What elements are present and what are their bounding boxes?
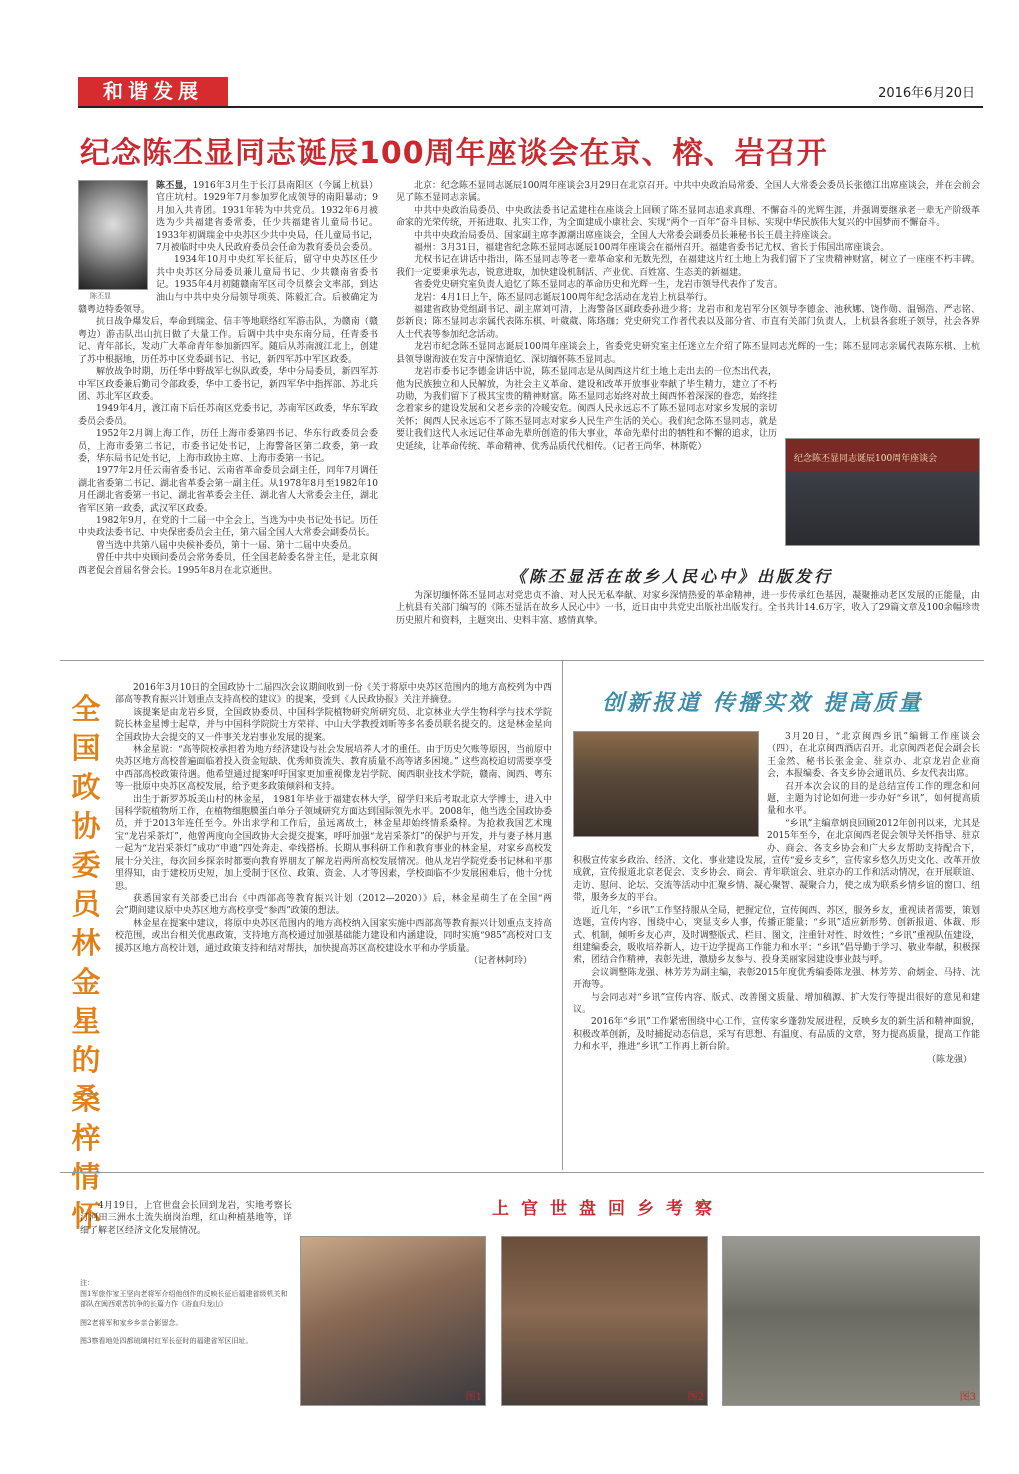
- section-tag: 和谐发展: [78, 77, 228, 106]
- bio-paragraph: 1916年3月生于长汀县南阳区（今属上杭县）官庄坑村。1929年7月参加罗化成领导的南阳暴动；9月加入共青团。1931年转为中共党员。1932年6月被选为少共福建省委常委，任少共福建省儿童局书记。1933年初调瑞金中央苏区少共中央局，任儿童局书记，7月被临时中央人民政府委员会任命为教育委员会委员。: [156, 181, 378, 254]
- portrait-caption: 陈丕显: [90, 292, 111, 300]
- bio-paragraph: 1982年9月，在党的十二届一中全会上，当选为中央书记处书记。历任中央政法委书记、中央保密委员会主任，第六届全国人大常委会副委员长。: [78, 515, 378, 539]
- divider: [562, 660, 563, 1170]
- photo-label: 图3: [959, 1392, 976, 1403]
- bio-paragraph: 抗日战争爆发后，奉命到瑞金、信丰等地联络红军游击队，为赣南（赣粤边）游击队出山抗日做了大量工作。后调中共中央东南分局，任青委书记、青年部长，发动广大革命青年参加新四军。随后从苏南渡江北上，创建了苏中根据地，历任苏中区党委副书记、书记，新四军苏中军区政委。: [78, 317, 378, 365]
- bio-paragraph: 解放战争时期，历任华中野战军七纵队政委，华中分局委员，新四军苏中军区政委兼后勤司令部政委，华中工委书记，新四军华中指挥部、苏北兵团、苏北军区政委。: [78, 367, 378, 402]
- issue-date: 2016年6月20日: [878, 86, 975, 101]
- visit-photo-2: [501, 1236, 708, 1406]
- visit-photo-1: [300, 1236, 486, 1406]
- book-title: 《陈丕显活在故乡人民心中》出版发行: [510, 567, 834, 586]
- note-item: 图2老将军和家乡乡亲合影留念。: [80, 1318, 183, 1327]
- cppcc-paragraph: 该提案是由龙岩乡贤，全国政协委员、中国科学院植物研究所研究员、北京林业大学生物科学与技术学院院长林金星博士起草，并与中国科学院院士方荣祥、中山大学教授刘昕等多名委员联名提交的。这是林金星向全国政协大会提交的又一件事关龙岩事业发展的提案。: [115, 707, 552, 743]
- shangguan-intro: [80, 1200, 292, 1270]
- report-paragraph: 尤权书记在讲话中指出，陈丕显同志等老一辈革命家和无数先烈，在福建这片红土地上为我们留下了宝贵精神财富，树立了一座座不朽丰碑。我们一定要秉承先志，锐意进取，加快建设机制活、产业优、百姓富、生态美的新福建。: [396, 255, 980, 278]
- innovation-paragraph: 近几年，“乡讯”工作坚持服从全局，把握定位，宣传闽西、苏区，服务乡友，重视读者需要，策划选题，宣传内容、围绕中心，突显支乡人事，传播正能量；“乡讯”适应新形势、创新报道、体裁、形式、机制，倾听乡友心声，及时调整版式、栏目、图文，注重针对性、时效性；“乡讯”重视队伍建设，组建编委会，吸收培养新人，边干边学提高工作能力和水平；“乡讯”倡导勤于学习、敬业奉献，积极探索，团结合作精神，表彰先进，激励乡友参与、投身美丽家园建设事业鼓与呼。: [573, 905, 980, 966]
- innovation-title: 创新报道 传播实效 提高质量: [602, 691, 924, 716]
- bio-paragraph: 1934年10月中央红军长征后，留守中央苏区任少共中央苏区分局委员兼儿童局书记、少共赣南省委书记。1935年4月初随赣南军区司令员蔡会文率部，到达油山与中共中央分局领导项英、陈毅汇合。后被确定为赣粤边特委领导。: [78, 255, 378, 316]
- bio-paragraph: 1949年4月，渡江南下后任苏南区党委书记，苏南军区政委，华东军政委员会委员。: [78, 404, 378, 427]
- visit-photo-3: [722, 1236, 980, 1406]
- book-paragraph: 为深切缅怀陈丕显同志对党忠贞不渝、对人民无私奉献、对家乡深情热爱的革命精神，进一步传承红色基因，凝聚推动老区发展的正能量，由上杭县有关部门编写的《陈丕显活在故乡人民心中》一书，近日由中共党史出版社出版发行。全书共计14.6万字，收入了29篇文章及100余幅珍贵历史照片和资料，主题突出、史料丰富、感情真挚。: [396, 591, 980, 626]
- photo-notes: [80, 1278, 292, 1408]
- innovation-paragraph: 与会同志对“乡讯”宣传内容、版式、改善图文质量、增加稿源、扩大发行等提出很好的意见和建议。: [573, 992, 980, 1015]
- book-text: [396, 590, 980, 650]
- innovation-paragraph: 召开本次会议的目的是总结宣传工作的理念和问题，主题为讨论如何进一步办好“乡讯”，如何提高质量和水平。: [767, 781, 980, 817]
- cppcc-vertical-title: 全国政协委员林金星的桑梓情怀: [71, 692, 101, 1233]
- report-paragraph: 中共中央政治局委员、中央政法委书记孟建柱在座谈会上回顾了陈丕显同志追求真理、不懈奋斗的光辉生涯，并强调要继承老一辈无产阶级革命家的光荣传统，开拓进取、扎实工作，为全面建成小康社会、实现“两个一百年”奋斗目标、实现中华民族伟大复兴的中国梦而不懈奋斗。: [396, 205, 980, 229]
- report-paragraph: 省委党史研究室负责人追忆了陈丕显同志的革命历史和光辉一生，龙岩市领导代表作了发言。: [414, 280, 784, 291]
- main-headline: 纪念陈丕显同志诞辰100周年座谈会在京、榕、岩召开: [80, 136, 828, 171]
- cppcc-paragraph: 林金星说：“高等院校承担着为地方经济建设与社会发展培养人才的重任。由于历史欠账等原因，当前原中央苏区地方高校普遍面临着投入资金短缺、优秀师资流失、教育质量不高等诸多困境。” 这些高校迫切需要享受中西部高校政策待遇。他希望通过提案呼吁国家更加重视像龙岩学院、闽西职业技术学院，赣南、闽西、粤东等一批原中央苏区高校发展，给予更多政策倾斜和支持。: [115, 745, 552, 793]
- innovation-text: [573, 731, 980, 1161]
- bio-paragraph: 1952年2月调上海工作，历任上海市委第四书记、华东行政委员会委员，上海市委第二书记，市委书记处书记，上海警备区第二政委，第一政委，华东局书记处书记，上海市政协主席、上海市委第一书记。: [78, 429, 378, 464]
- bio-paragraph: 1977年2月任云南省委书记、云南省革命委员会副主任，同年7月调任湖北省委第二书记、湖北省革委会第一副主任。从1978年8月至1982年10月任湖北省委第一书记、湖北省革委会主任、湖北省人大常委会主任，湖北省军区第一政委，武汉军区政委。: [78, 466, 378, 514]
- report-paragraph: 中共中央政治局委员、国家副主席李源潮出席座谈会，全国人大常委会副委员长兼秘书长王晨主持座谈会。: [414, 230, 838, 241]
- report-paragraph: 福建省政协党组副书记、副主席刘可清，上海警备区副政委孙进少将；龙岩市和龙岩军分区领导李德金、池秋娜、饶作勋、温锡浩、严志铭、彭新良；陈丕显同志亲属代表陈东棋、叶葳葳、陈珞珈；党史研究工作者代表以及部分省、市直有关部门负责人，上杭县各套班子领导，社会各界人士代表等参加纪念活动。: [396, 305, 980, 340]
- note-item: 图1军旅作家王坚向老将军介绍他创作的反映长征后福建省级机关和部队在闽西艰苦抗争的长篇力作《浴血归龙山》: [80, 1289, 288, 1308]
- cppcc-paragraph: 2016年3月10日的全国政协十二届四次会议期间收到一份《关于将原中央苏区范围内的地方高校列为中西部高等教育振兴计划重点支持高校的建议》的提案，受到《人民政协报》关注并摘登。: [115, 683, 552, 706]
- innovation-paragraph: “乡讯”主编章炳良回顾2012年创刊以来，尤其是2015年至今，在北京闽西老促会领导关怀指导、驻京办、商会、各支乡协会和广大乡友帮助支持配合下，积极宣传家乡政治、经济、文化、事业建设发展，宣传“爱乡支乡”，宣传家乡悠久历史文化、改革开放成就，宣传报道北京老促会、支乡协会、商会、青年联谊会、驻京办的工作和活动情况，在开展联谊、走访、慰问、论坛、交流等活动中汇聚乡情、凝心聚智、凝聚合力，使之成为联系乡情乡谊的窗口、纽带，服务乡友的平台。: [573, 818, 980, 904]
- bio-paragraph: 曾任中共中央顾问委员会常务委员，任全国老龄委名誉主任，是北京闽西老促会首届名誉会长。1995年8月在北京逝世。: [78, 553, 378, 576]
- bio-text: [78, 180, 378, 620]
- divider: [60, 1172, 984, 1173]
- report-paragraph: 龙岩市委书记李德金讲话中说，陈丕显同志是从闽西这片红土地上走出去的一位杰出代表，他为民族独立和人民解放，为社会主义革命、建设和改革开放事业奉献了毕生精力，建立了不朽功勋，为我们留下了极其宝贵的精神财富。陈丕显同志始终对故土闽西怀着深深的眷恋，始终挂念着家乡的建设发展和父老乡亲的冷暖安危。闽西人民永远忘不了陈丕显同志对家乡发展的亲切关怀；闽西人民永远忘不了陈丕显同志对家乡人民生产生活的关心。我们纪念陈丕显同志，就是要让我们这代人永远记住革命先辈所创造的伟大事业，革命先辈付出的牺牲和不懈的追求，让历史延续，让革命传统、革命精神、优秀品质代代相传。（记者王尚华、林斯乾）: [396, 367, 777, 452]
- photo-banner: 纪念陈丕显同志诞辰100周年座谈会: [794, 454, 938, 464]
- meeting-photo: [785, 438, 980, 546]
- bio-paragraph: 曾当选中共第八届中央候补委员，第十一届、第十二届中央委员。: [96, 540, 358, 551]
- innovation-paragraph: 2016年“乡讯”工作紧密围绕中心工作，宣传家乡蓬勃发展进程，反映乡友的新生活和精神面貌，积极改革创新，及时捕捉动态信息，采写有思想、有温度、有品质的文章，努力提高质量，提高工作能力和水平，推进“乡讯”工作再上新台阶。: [573, 1017, 980, 1053]
- report-paragraph: 龙岩：4月1日上午，陈丕显同志诞辰100周年纪念活动在龙岩上杭县举行。: [414, 292, 713, 303]
- shangguan-intro-text: 4月19日，上官世盘会长回到龙岩，实地考察长汀河田三洲水土流失崩岗治理，红山种植基地等，详细了解老区经济文化发展情况。: [80, 1201, 292, 1236]
- cppcc-paragraph: 林金星在提案中建议，将原中央苏区范围内的地方高校纳入国家实施中西部高等教育振兴计划重点支持高校范围，或出台相关优惠政策，支持地方高校通过加强基础能力建设和内涵建设，同时实施“985”高校对口支援苏区地方高校计划，通过政策支持和结对帮扶，加快提高苏区高校建设水平和办学质量。: [115, 918, 552, 954]
- cppcc-text: [115, 682, 552, 1162]
- photo-label: 图1: [465, 1392, 482, 1403]
- cppcc-paragraph: 出生于新罗苏坂美山村的林金星， 1981年毕业于福建农林大学，留学归来后考取北京大学博士，进入中国科学院植物所工作，在植物细胞膜蛋白单分子领域研究方面达到国际领先水平。2008年，他当选全国政协委员，并于2013年连任至今。外出求学和工作后，虽远离故土，林金星却始终情系桑梓。为抢救我国艺术瑰宝“龙岩采茶灯”，他曾两度向全国政协大会提交提案，呼吁加强“龙岩采茶灯”的保护与开发，并与妻子林月惠一起为“龙岩采茶灯”成功“申遗”四处奔走、牵线搭桥。长期从事科研工作和教育事业的林金星，对家乡高校发展十分关注，每次回乡探亲时都要向教育界朋友了解龙岩两所高校发展情况。他从龙岩学院党委书记林和平那里得知，由于建校历史短，加上受制于区位、政策、资金、人才等因素，学校面临不少发展困难后，他十分忧思。: [115, 794, 552, 892]
- note-item: 图3察看地处四都琉璃村红军长征时的福建省军区旧址。: [80, 1337, 253, 1345]
- photo-label: 图2: [687, 1392, 704, 1403]
- cppcc-signature: （记者林阿玲）: [468, 955, 532, 966]
- innovation-signature: （陈龙强）: [926, 1054, 972, 1065]
- report-paragraph: 福州：3月31日，福建省纪念陈丕显同志诞辰100周年座谈会在福州召开。福建省委书记尤权、省长于伟国出席座谈会。: [414, 243, 890, 254]
- innovation-paragraph: 3月20日，“北京闽西乡讯”编辑工作座谈会（四），在北京闽西酒店召开。北京闽西老促会副会长王金然、秘书长张金金、驻京办、北京龙岩企业商会，本报编委、各支乡协会通讯员、乡友代表出席。: [767, 732, 980, 780]
- note-heading: 注：: [80, 1279, 94, 1287]
- bio-name: 陈丕显，: [156, 181, 193, 191]
- report-paragraph: 北京：纪念陈丕显同志诞辰100周年座谈会3月29日在北京召开。中共中央政治局常委、全国人大常委会委员长张德江出席座谈会，并在会前会见了陈丕显同志亲属。: [396, 181, 980, 204]
- innovation-paragraph: 会议调整陈龙强、林芳芳为副主编，表彰2015年度优秀编委陈龙强、林芳芳、俞炳金、马持、沈开海等。: [573, 967, 980, 991]
- divider: [60, 660, 984, 661]
- shangguan-title: 上官世盘回乡考察: [492, 1199, 724, 1219]
- cppcc-paragraph: 获悉国家有关部委已出台《中西部高等教育振兴计划（2012—2020）》后，林金星萌生了在全国“两会”期间建议原中央苏区地方高校享受“参西”政策的想法。: [115, 893, 552, 917]
- report-paragraph: 龙岩市纪念陈丕显同志诞辰100周年座谈会上，省委党史研究室主任迷立左介绍了陈丕显同志光辉的一生；陈丕显同志亲属代表陈东棋、上杭县领导谢海波在发言中深情追忆、深切缅怀陈丕显同志。: [396, 342, 980, 365]
